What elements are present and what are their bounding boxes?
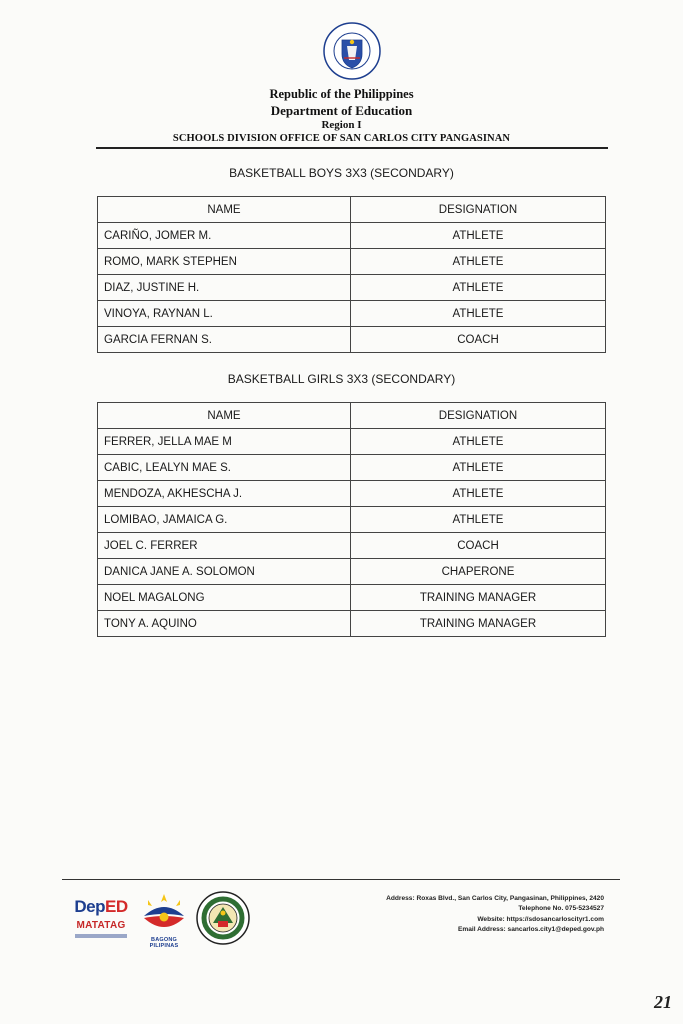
region-line: Region I	[321, 119, 362, 131]
deped-logo-underline	[75, 934, 127, 938]
table-row	[98, 429, 606, 455]
table-row	[98, 301, 606, 327]
player-name: VINOYA, RAYNAN L.	[98, 301, 351, 327]
manager-name: TONY A. AQUINO	[98, 611, 351, 637]
republic-line: Republic of the Philippines	[269, 87, 414, 101]
manager-designation: TRAINING MANAGER	[351, 611, 606, 637]
email-line: Email Address: sancarlos.city1@deped.gov.ph	[457, 926, 604, 934]
table-row	[98, 585, 606, 611]
player-name: DIAZ, JUSTINE H.	[98, 275, 351, 301]
chaperone-name: DANICA JANE A. SOLOMON	[98, 559, 351, 585]
player-designation: ATHLETE	[351, 301, 606, 327]
coach-designation: COACH	[351, 327, 606, 353]
table-row	[98, 275, 606, 301]
player-name: CABIC, LEALYN MAE S.	[98, 455, 351, 481]
header-divider	[96, 147, 608, 149]
player-designation: ATHLETE	[351, 275, 606, 301]
player-name: ROMO, MARK STEPHEN	[98, 249, 351, 275]
table-row	[98, 507, 606, 533]
page-number: 21	[654, 992, 672, 1012]
coach-designation: COACH	[351, 533, 606, 559]
girls-roster-table	[97, 402, 606, 637]
table-header-row	[98, 197, 606, 223]
table-row	[98, 327, 606, 353]
table-header-row	[98, 403, 606, 429]
deped-logo-text: DepED	[74, 897, 128, 916]
chaperone-designation: CHAPERONE	[351, 559, 606, 585]
player-name: FERRER, JELLA MAE M	[98, 429, 351, 455]
deped-seal-icon	[323, 22, 381, 80]
boys-roster-table	[97, 196, 606, 353]
manager-designation: TRAINING MANAGER	[351, 585, 606, 611]
table-row	[98, 533, 606, 559]
footer-divider	[62, 879, 620, 880]
contact-block	[386, 894, 604, 936]
player-name: CARIÑO, JOMER M.	[98, 223, 351, 249]
coach-name: GARCIA FERNAN S.	[98, 327, 351, 353]
bagong-pilipinas-text: BAGONG PILIPINAS	[149, 937, 179, 949]
table-row	[98, 611, 606, 637]
table-row	[98, 249, 606, 275]
sdo-seal-icon	[196, 891, 250, 945]
division-line: SCHOOLS DIVISION OFFICE OF SAN CARLOS CITY PANGASINAN	[172, 133, 511, 144]
manager-name: NOEL MAGALONG	[98, 585, 351, 611]
player-designation: ATHLETE	[351, 481, 606, 507]
bagong-pilipinas-logo	[138, 890, 190, 949]
table-row	[98, 223, 606, 249]
department-line: Department of Education	[270, 103, 413, 118]
coach-name: JOEL C. FERRER	[98, 533, 351, 559]
boys-section-title: BASKETBALL BOYS 3X3 (SECONDARY)	[229, 166, 454, 180]
player-designation: ATHLETE	[351, 429, 606, 455]
name-column-header: NAME	[98, 403, 351, 429]
player-name: MENDOZA, AKHESCHA J.	[98, 481, 351, 507]
address-line: Address: Roxas Blvd., San Carlos City, Pangasinan, Philippines, 2420	[386, 895, 604, 902]
player-designation: ATHLETE	[351, 455, 606, 481]
website-line: Website: https://sdosancarloscityr1.com	[477, 915, 604, 923]
matatag-logo-text: MATATAG	[76, 920, 126, 931]
table-row	[98, 559, 606, 585]
deped-matatag-logo	[70, 893, 132, 945]
player-designation: ATHLETE	[351, 507, 606, 533]
bagong-pilipinas-icon	[138, 890, 190, 936]
designation-column-header: DESIGNATION	[351, 403, 606, 429]
player-designation: ATHLETE	[351, 223, 606, 249]
name-column-header: NAME	[98, 197, 351, 223]
girls-section-title: BASKETBALL GIRLS 3X3 (SECONDARY)	[227, 372, 456, 386]
player-designation: ATHLETE	[351, 249, 606, 275]
telephone-line: Telephone No. 075-5234527	[518, 905, 604, 913]
player-name: LOMIBAO, JAMAICA G.	[98, 507, 351, 533]
designation-column-header: DESIGNATION	[351, 197, 606, 223]
table-row	[98, 455, 606, 481]
table-row	[98, 481, 606, 507]
